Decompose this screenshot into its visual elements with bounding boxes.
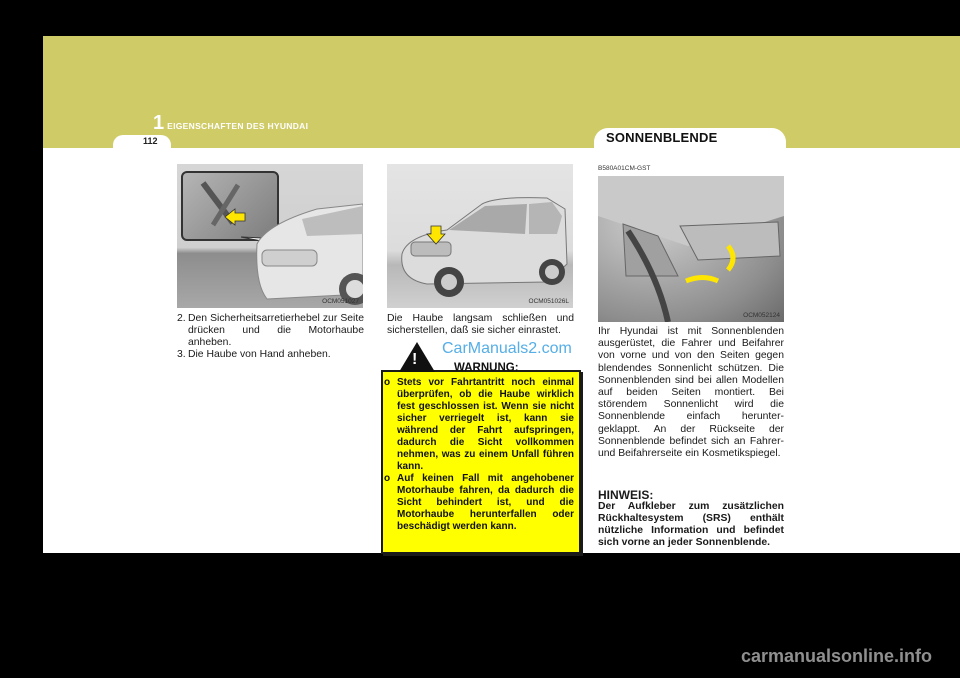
sun-visor-illustration [598, 176, 784, 322]
warning-list [384, 377, 574, 533]
hood-lever-illustration [177, 164, 363, 308]
page-number-tab [113, 135, 171, 148]
car-front-drawing [177, 164, 363, 308]
steps-list [177, 313, 364, 361]
hood-closing-caption: Die Haube langsam schließen und sicherstellen, daß sie sicher einrastet. [387, 313, 574, 336]
hood-closing-illustration [387, 164, 573, 308]
chapter-number: 1 [153, 112, 165, 134]
sun-visor-description: Ihr Hyundai ist mit Sonnenblenden ausgerüstet, die Fahrer und Beifahrer von vorne und von den Seiten gegen blendendes Sonnenlicht schützen. Die Sonnenblenden sind bei allen Modellen auf beiden Seiten montiert. Bei störendem Sonnenlicht wird die Sonnenblende einfach herunter-geklappt. An der Rückseite der Sonnenblende befindet sich an Fahrer-und Beifahrerseite ein Kosmetikspiegel. [598, 326, 784, 460]
warning-title: WARNUNG: [454, 362, 519, 374]
warning-item: o Auf keinen Fall mit angehobener Motorhaube fahren, da dadurch die Sicht behindert ist, und die Motorhaube herunterfallen oder beschädigt werden kann. [384, 473, 574, 532]
image-code: OCM051026L [528, 298, 569, 305]
section-code: B580A01CM-GST [598, 165, 651, 172]
manual-page [43, 36, 960, 553]
image-code: OCM052124 [743, 312, 780, 319]
section-title: SONNENBLENDE [606, 130, 718, 145]
watermark-footer: carmanualsonline.info [741, 646, 933, 666]
image-code: OCM051027 [322, 298, 359, 305]
page-number: 112 [143, 136, 158, 146]
chapter-title: EIGENSCHAFTEN DES HYUNDAI [167, 121, 309, 131]
exclamation-icon: ! [412, 351, 418, 368]
suv-drawing [387, 164, 573, 308]
warning-item: o Stets vor Fahrtantritt noch einmal überprüfen, ob die Haube wirklich fest geschlossen ist. Wenn sie nicht sicher verriegelt ist, kann sie während der Fahrt aufspringen, dadurch die Sicht vollkommen nehmen, was zu einem Unfall führen kann. [384, 377, 574, 472]
note-body: Der Aufkleber zum zusätzlichen Rückhaltesystem (SRS) enthält nützliche Information und befindet sich vorne an jeder Sonnenblende. [598, 501, 784, 548]
watermark-carmanuals2: CarManuals2.com [442, 340, 572, 357]
sun-visor-drawing [598, 176, 784, 322]
step-item: 3. Die Haube von Hand anheben. [177, 349, 331, 360]
note-title: HINWEIS: [598, 488, 654, 502]
chapter-heading [153, 112, 308, 135]
step-item: 2. Den Sicherheitsarretierhebel zur Seite drücken und die Motorhaube anheben. [177, 313, 364, 348]
